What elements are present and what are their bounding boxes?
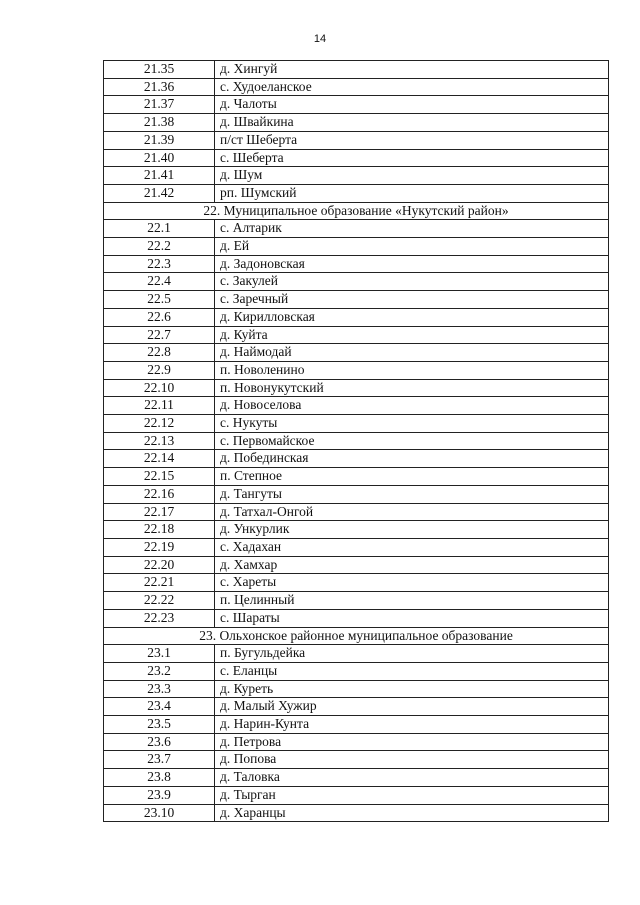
table-row: [104, 184, 609, 202]
item-number: 22.16: [104, 485, 215, 503]
item-number: 23.7: [104, 751, 215, 769]
settlement-name: д. Ей: [215, 238, 609, 256]
table-row: [104, 538, 609, 556]
item-number: 22.3: [104, 255, 215, 273]
table-row: [104, 786, 609, 804]
table-row: [104, 326, 609, 344]
settlement-name: с. Хадахан: [215, 538, 609, 556]
table-row: [104, 167, 609, 185]
settlement-name: д. Куйта: [215, 326, 609, 344]
table-row: [104, 114, 609, 132]
table-row: [104, 61, 609, 79]
table-row: [104, 733, 609, 751]
item-number: 21.41: [104, 167, 215, 185]
item-number: 23.5: [104, 716, 215, 734]
settlement-name: д. Татхал-Онгой: [215, 503, 609, 521]
section-title: 22. Муниципальное образование «Нукутский район»: [104, 202, 609, 220]
item-number: 22.2: [104, 238, 215, 256]
item-number: 22.23: [104, 609, 215, 627]
table-row: [104, 574, 609, 592]
section-title: 23. Ольхонское районное муниципальное образование: [104, 627, 609, 645]
table-row: [104, 521, 609, 539]
item-number: 22.5: [104, 291, 215, 309]
item-number: 22.4: [104, 273, 215, 291]
settlement-name: д. Попова: [215, 751, 609, 769]
item-number: 22.19: [104, 538, 215, 556]
table-row: [104, 450, 609, 468]
table-row: [104, 149, 609, 167]
item-number: 21.37: [104, 96, 215, 114]
settlement-name: с. Заречный: [215, 291, 609, 309]
item-number: 21.39: [104, 131, 215, 149]
section-header-row: [104, 627, 609, 645]
table-row: [104, 397, 609, 415]
item-number: 22.1: [104, 220, 215, 238]
item-number: 23.3: [104, 680, 215, 698]
table-row: [104, 273, 609, 291]
table-row: [104, 379, 609, 397]
settlement-name: д. Тырган: [215, 786, 609, 804]
table-row: [104, 680, 609, 698]
item-number: 22.22: [104, 592, 215, 610]
settlements-table-body: [104, 61, 609, 822]
item-number: 22.17: [104, 503, 215, 521]
table-row: [104, 485, 609, 503]
table-row: [104, 662, 609, 680]
settlement-name: д. Побединская: [215, 450, 609, 468]
table-row: [104, 415, 609, 433]
settlement-name: п. Степное: [215, 468, 609, 486]
item-number: 22.9: [104, 361, 215, 379]
settlement-name: п. Новоленино: [215, 361, 609, 379]
settlement-name: рп. Шумский: [215, 184, 609, 202]
item-number: 22.12: [104, 415, 215, 433]
settlement-name: с. Худоеланское: [215, 78, 609, 96]
settlement-name: п. Целинный: [215, 592, 609, 610]
settlement-name: с. Шараты: [215, 609, 609, 627]
item-number: 22.8: [104, 344, 215, 362]
table-row: [104, 432, 609, 450]
settlement-name: с. Первомайское: [215, 432, 609, 450]
settlement-name: д. Таловка: [215, 769, 609, 787]
item-number: 22.14: [104, 450, 215, 468]
item-number: 22.11: [104, 397, 215, 415]
item-number: 23.9: [104, 786, 215, 804]
table-row: [104, 716, 609, 734]
settlement-name: д. Петрова: [215, 733, 609, 751]
settlement-name: д. Хамхар: [215, 556, 609, 574]
settlement-name: д. Новоселова: [215, 397, 609, 415]
section-header-row: [104, 202, 609, 220]
item-number: 22.10: [104, 379, 215, 397]
settlement-name: с. Хареты: [215, 574, 609, 592]
item-number: 21.42: [104, 184, 215, 202]
settlement-name: д. Наймодай: [215, 344, 609, 362]
table-row: [104, 344, 609, 362]
item-number: 21.36: [104, 78, 215, 96]
settlements-table: [103, 60, 609, 822]
item-number: 23.1: [104, 645, 215, 663]
settlement-name: с. Нукуты: [215, 415, 609, 433]
item-number: 23.2: [104, 662, 215, 680]
settlement-name: д. Чалоты: [215, 96, 609, 114]
item-number: 22.15: [104, 468, 215, 486]
settlement-name: д. Куреть: [215, 680, 609, 698]
table-row: [104, 291, 609, 309]
table-row: [104, 468, 609, 486]
item-number: 22.20: [104, 556, 215, 574]
item-number: 22.7: [104, 326, 215, 344]
table-row: [104, 361, 609, 379]
settlement-name: п. Бугульдейка: [215, 645, 609, 663]
item-number: 22.6: [104, 308, 215, 326]
table-row: [104, 78, 609, 96]
settlement-name: с. Закулей: [215, 273, 609, 291]
table-row: [104, 220, 609, 238]
settlement-name: д. Хингуй: [215, 61, 609, 79]
page-number: 14: [313, 33, 327, 45]
item-number: 21.35: [104, 61, 215, 79]
settlement-name: д. Нарин-Кунта: [215, 716, 609, 734]
table-row: [104, 308, 609, 326]
item-number: 21.38: [104, 114, 215, 132]
item-number: 22.18: [104, 521, 215, 539]
settlement-name: д. Ункурлик: [215, 521, 609, 539]
settlement-name: д. Тангуты: [215, 485, 609, 503]
settlement-name: с. Еланцы: [215, 662, 609, 680]
item-number: 21.40: [104, 149, 215, 167]
table-row: [104, 556, 609, 574]
settlement-name: д. Задоновская: [215, 255, 609, 273]
table-row: [104, 238, 609, 256]
item-number: 22.13: [104, 432, 215, 450]
item-number: 23.10: [104, 804, 215, 822]
table-row: [104, 96, 609, 114]
table-row: [104, 698, 609, 716]
table-row: [104, 609, 609, 627]
item-number: 23.8: [104, 769, 215, 787]
settlement-name: д. Кирилловская: [215, 308, 609, 326]
item-number: 22.21: [104, 574, 215, 592]
settlement-name: д. Шум: [215, 167, 609, 185]
settlement-name: п. Новонукутский: [215, 379, 609, 397]
settlement-name: д. Швайкина: [215, 114, 609, 132]
table-row: [104, 255, 609, 273]
table-row: [104, 751, 609, 769]
settlement-name: д. Харанцы: [215, 804, 609, 822]
table-row: [104, 131, 609, 149]
table-row: [104, 592, 609, 610]
settlement-name: с. Алтарик: [215, 220, 609, 238]
item-number: 23.6: [104, 733, 215, 751]
settlement-name: с. Шеберта: [215, 149, 609, 167]
table-row: [104, 769, 609, 787]
item-number: 23.4: [104, 698, 215, 716]
table-row: [104, 804, 609, 822]
table-row: [104, 645, 609, 663]
table-row: [104, 503, 609, 521]
settlement-name: п/ст Шеберта: [215, 131, 609, 149]
settlement-name: д. Малый Хужир: [215, 698, 609, 716]
